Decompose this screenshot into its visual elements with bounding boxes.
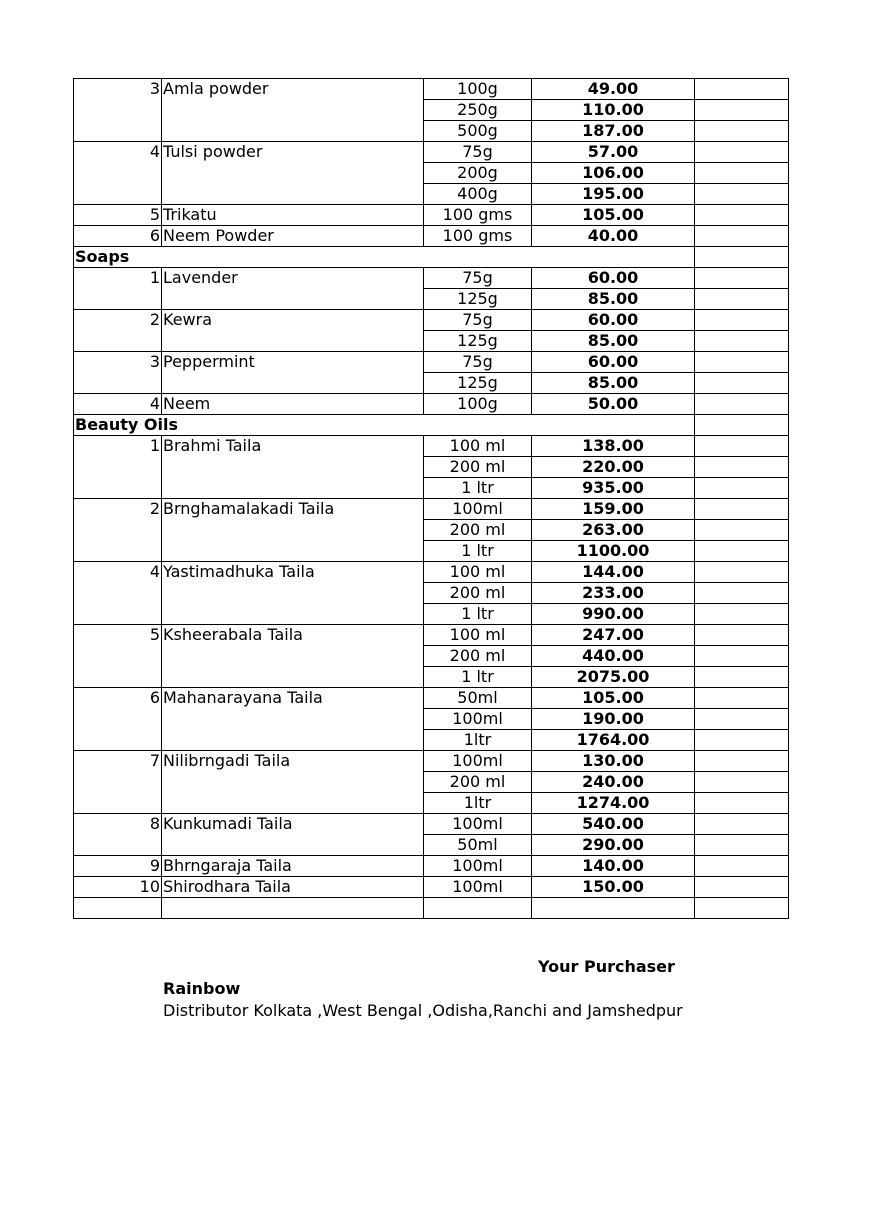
product-number: 1 [74,268,162,310]
product-name: Nilibrngadi Taila [162,751,424,814]
product-size: 125g [424,373,532,394]
empty-cell [695,331,789,352]
product-price: 85.00 [532,373,695,394]
table-row [74,625,789,646]
empty-cell [695,730,789,751]
product-name: Neem [162,394,424,415]
empty-cell [695,667,789,688]
product-name: Yastimadhuka Taila [162,562,424,625]
product-price: 1274.00 [532,793,695,814]
product-size: 200g [424,163,532,184]
empty-cell [695,709,789,730]
table-row [74,226,789,247]
product-number: 9 [74,856,162,877]
product-price: 935.00 [532,478,695,499]
table-row [74,877,789,898]
empty-cell [695,163,789,184]
product-price: 130.00 [532,751,695,772]
product-price: 1764.00 [532,730,695,751]
empty-cell [695,772,789,793]
product-price: 138.00 [532,436,695,457]
product-price: 290.00 [532,835,695,856]
empty-cell [695,415,789,436]
product-price: 187.00 [532,121,695,142]
empty-cell [695,289,789,310]
product-size: 200 ml [424,646,532,667]
table-row [74,205,789,226]
product-size: 100 gms [424,205,532,226]
product-name: Neem Powder [162,226,424,247]
empty-cell [695,310,789,331]
empty-cell [695,688,789,709]
product-name: Kewra [162,310,424,352]
product-size: 100 gms [424,226,532,247]
product-price: 140.00 [532,856,695,877]
empty-cell [695,835,789,856]
empty-row [74,898,789,919]
empty-cell [695,205,789,226]
product-name: Peppermint [162,352,424,394]
empty-cell [74,898,162,919]
product-price: 110.00 [532,100,695,121]
product-size: 125g [424,331,532,352]
product-name: Mahanarayana Taila [162,688,424,751]
empty-cell [695,541,789,562]
product-price: 85.00 [532,331,695,352]
product-size: 50ml [424,835,532,856]
product-number: 10 [74,877,162,898]
product-price: 195.00 [532,184,695,205]
empty-cell [695,898,789,919]
empty-cell [162,898,424,919]
empty-cell [695,856,789,877]
product-size: 1 ltr [424,667,532,688]
company-name: Rainbow [163,979,241,998]
product-size: 200 ml [424,583,532,604]
product-price: 220.00 [532,457,695,478]
product-size: 100ml [424,877,532,898]
empty-cell [695,499,789,520]
product-size: 75g [424,142,532,163]
empty-cell [695,142,789,163]
product-size: 75g [424,310,532,331]
empty-cell [695,268,789,289]
empty-cell [695,373,789,394]
product-name: Trikatu [162,205,424,226]
product-name: Shirodhara Taila [162,877,424,898]
empty-cell [695,604,789,625]
product-number: 2 [74,499,162,562]
product-size: 100 ml [424,562,532,583]
table-row [74,856,789,877]
empty-cell [695,457,789,478]
product-number: 5 [74,625,162,688]
empty-cell [695,814,789,835]
table-row [74,499,789,520]
product-size: 200 ml [424,772,532,793]
product-number: 6 [74,688,162,751]
product-price: 247.00 [532,625,695,646]
empty-cell [695,646,789,667]
table-row [74,394,789,415]
product-name: Amla powder [162,79,424,142]
product-size: 1 ltr [424,604,532,625]
product-name: Lavender [162,268,424,310]
purchaser-label: Your Purchaser [538,957,675,976]
empty-cell [695,226,789,247]
product-number: 4 [74,394,162,415]
table-row [74,142,789,163]
product-number: 4 [74,562,162,625]
product-size: 250g [424,100,532,121]
empty-cell [695,520,789,541]
product-number: 3 [74,352,162,394]
section-title: Soaps [74,247,695,268]
product-price: 106.00 [532,163,695,184]
product-size: 200 ml [424,457,532,478]
product-size: 100 ml [424,436,532,457]
empty-cell [424,898,532,919]
product-price: 233.00 [532,583,695,604]
product-price: 105.00 [532,688,695,709]
product-name: Kunkumadi Taila [162,814,424,856]
product-price: 85.00 [532,289,695,310]
price-list-body [74,79,789,919]
product-size: 1 ltr [424,541,532,562]
empty-cell [695,562,789,583]
product-size: 75g [424,352,532,373]
section-title: Beauty Oils [74,415,695,436]
table-row [74,814,789,835]
product-size: 100g [424,79,532,100]
empty-cell [695,793,789,814]
product-number: 8 [74,814,162,856]
empty-cell [532,898,695,919]
product-price: 60.00 [532,352,695,373]
product-price: 990.00 [532,604,695,625]
product-number: 6 [74,226,162,247]
empty-cell [695,877,789,898]
product-size: 1ltr [424,793,532,814]
empty-cell [695,247,789,268]
product-number: 7 [74,751,162,814]
product-size: 100ml [424,499,532,520]
product-price: 50.00 [532,394,695,415]
empty-cell [695,184,789,205]
product-price: 2075.00 [532,667,695,688]
product-size: 75g [424,268,532,289]
product-price: 150.00 [532,877,695,898]
product-size: 125g [424,289,532,310]
empty-cell [695,79,789,100]
product-size: 50ml [424,688,532,709]
product-size: 1ltr [424,730,532,751]
product-price: 1100.00 [532,541,695,562]
table-row [74,268,789,289]
product-name: Brnghamalakadi Taila [162,499,424,562]
product-size: 100 ml [424,625,532,646]
product-size: 100ml [424,814,532,835]
product-size: 100ml [424,709,532,730]
empty-cell [695,625,789,646]
table-row [74,688,789,709]
product-price: 49.00 [532,79,695,100]
table-row [74,310,789,331]
product-name: Tulsi powder [162,142,424,205]
table-row [74,751,789,772]
empty-cell [695,436,789,457]
empty-cell [695,751,789,772]
product-number: 1 [74,436,162,499]
distributor-line: Distributor Kolkata ,West Bengal ,Odisha,Ranchi and Jamshedpur [163,1001,683,1020]
product-price: 105.00 [532,205,695,226]
product-price: 144.00 [532,562,695,583]
product-name: Brahmi Taila [162,436,424,499]
product-size: 100ml [424,751,532,772]
product-price: 190.00 [532,709,695,730]
empty-cell [695,100,789,121]
table-row [74,562,789,583]
product-number: 2 [74,310,162,352]
product-number: 4 [74,142,162,205]
product-number: 5 [74,205,162,226]
table-row [74,352,789,373]
empty-cell [695,352,789,373]
product-size: 500g [424,121,532,142]
product-number: 3 [74,79,162,142]
section-header-row [74,415,789,436]
product-name: Ksheerabala Taila [162,625,424,688]
product-size: 1 ltr [424,478,532,499]
product-price: 263.00 [532,520,695,541]
empty-cell [695,583,789,604]
price-list-table [73,78,789,919]
product-price: 40.00 [532,226,695,247]
empty-cell [695,121,789,142]
product-size: 100g [424,394,532,415]
empty-cell [695,394,789,415]
product-size: 100ml [424,856,532,877]
product-price: 240.00 [532,772,695,793]
product-price: 57.00 [532,142,695,163]
product-size: 200 ml [424,520,532,541]
section-header-row [74,247,789,268]
product-name: Bhrngaraja Taila [162,856,424,877]
product-price: 440.00 [532,646,695,667]
product-price: 159.00 [532,499,695,520]
table-row [74,79,789,100]
product-price: 540.00 [532,814,695,835]
product-price: 60.00 [532,268,695,289]
product-price: 60.00 [532,310,695,331]
empty-cell [695,478,789,499]
product-size: 400g [424,184,532,205]
table-row [74,436,789,457]
